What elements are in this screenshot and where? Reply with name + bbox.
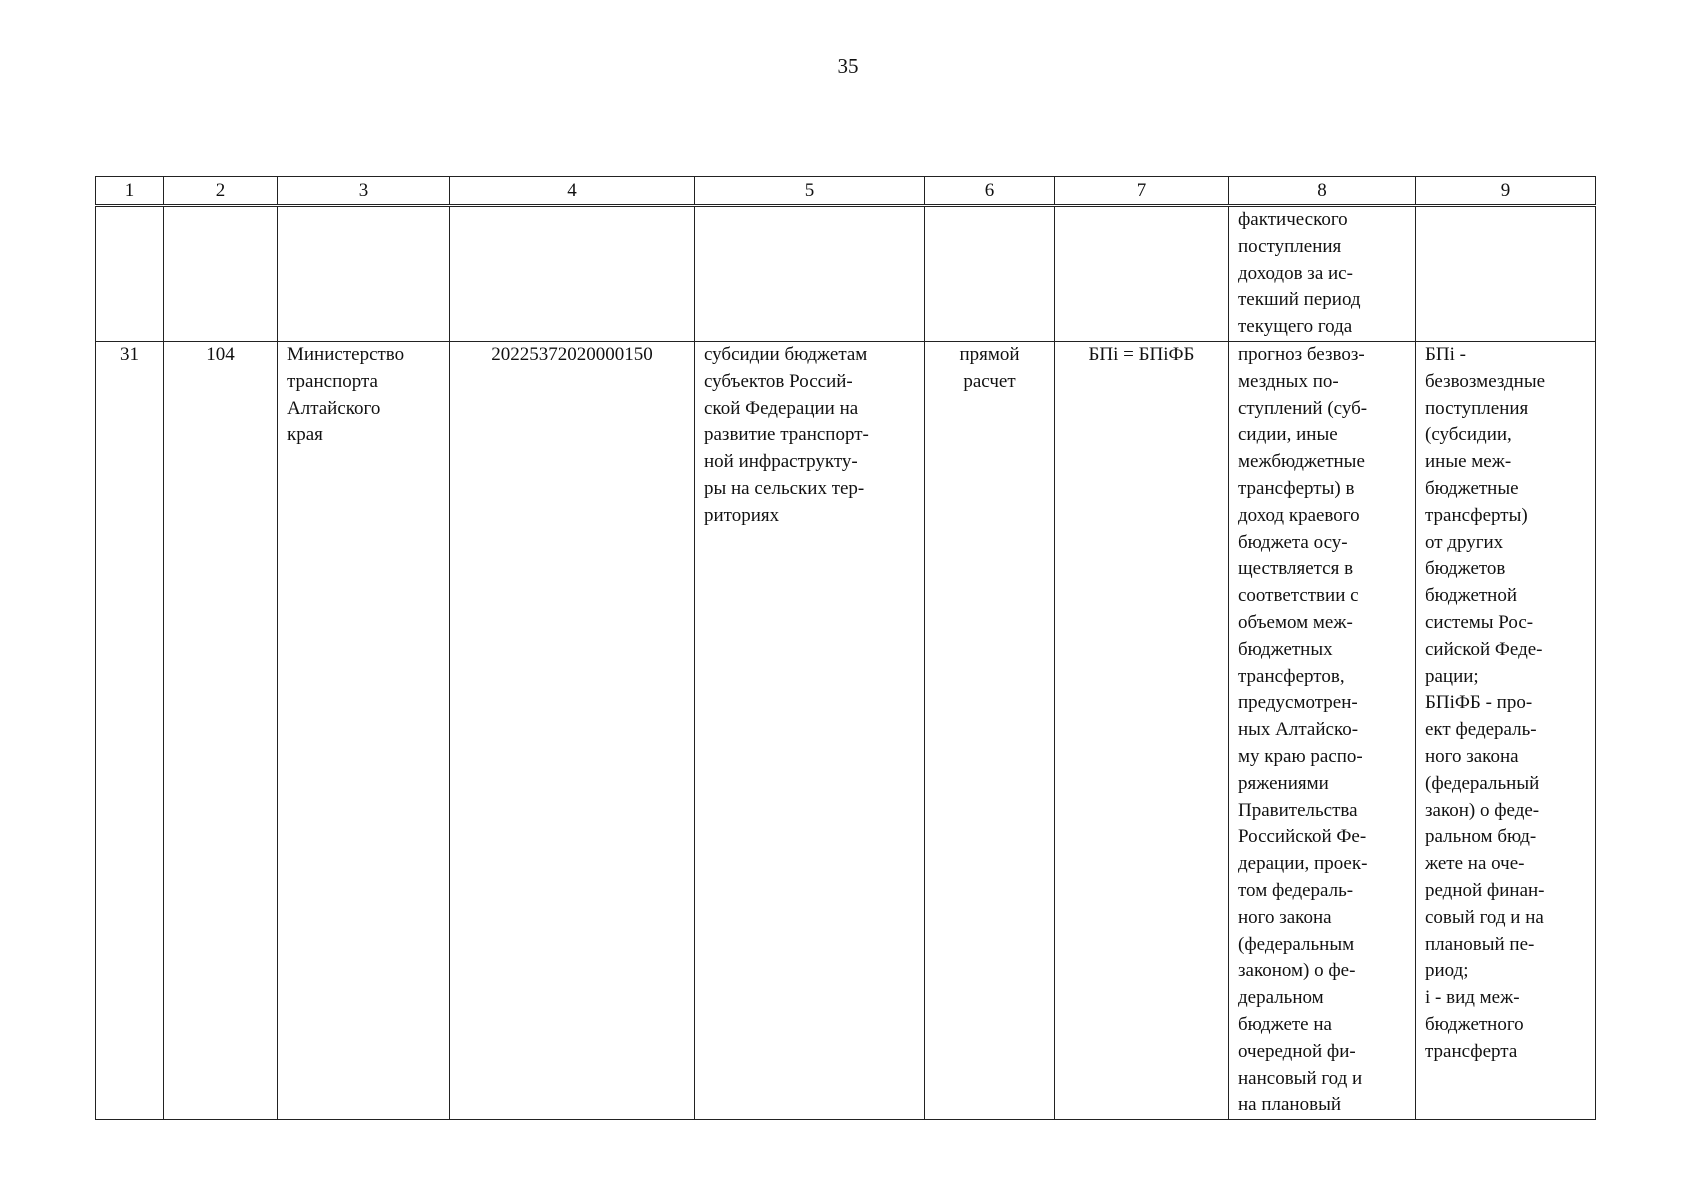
col5-line: ры на сельских тер-: [704, 477, 865, 499]
col9-line: бюджетов: [1425, 558, 1506, 580]
column-header-8: 8: [1229, 177, 1416, 206]
col9-line: совый год и на: [1425, 906, 1544, 928]
col3-line: транспорта: [287, 370, 378, 392]
col9-line: иные меж-: [1425, 451, 1512, 473]
col3-line: края: [287, 424, 323, 446]
col5-line: развитие транспорт-: [704, 424, 869, 446]
col8-line: дерации, проек-: [1238, 853, 1368, 875]
col9-line: ект федераль-: [1425, 719, 1537, 741]
col8-line: Правительства: [1238, 799, 1358, 821]
col5-line: субъектов Россий-: [704, 370, 853, 392]
col8-line: трансферты) в: [1238, 477, 1355, 499]
col8-line: прогноз безвоз-: [1238, 344, 1365, 365]
col9-line: (федеральный: [1425, 772, 1540, 794]
col9-line: трансферты): [1425, 504, 1528, 526]
data-table: [95, 176, 1596, 1120]
column-header-9: 9: [1416, 177, 1596, 206]
col8-line: ряжениями: [1238, 772, 1329, 794]
row-number: 31: [96, 342, 164, 1120]
col8-line: бюджете на: [1238, 1013, 1332, 1035]
cont-cell-9: [1416, 206, 1596, 342]
cont-cell-5: [695, 206, 925, 342]
col9-line: БПiФБ - про-: [1425, 692, 1533, 714]
algorithm-description: [1229, 342, 1416, 1120]
col8-line: ступлений (суб-: [1238, 397, 1368, 419]
col8-line: объемом меж-: [1238, 611, 1353, 633]
formula: БПi = БПiФБ: [1055, 342, 1229, 1120]
continuation-row: [96, 206, 1596, 342]
symbol-legend: [1416, 342, 1596, 1120]
col8-line: трансфертов,: [1238, 665, 1345, 687]
administrator-name: [278, 342, 450, 1120]
col8-line: очередной фи-: [1238, 1040, 1356, 1062]
cont-col8-line: текший период: [1238, 289, 1361, 311]
col9-line: (субсидии,: [1425, 424, 1512, 446]
cont-cell-6: [925, 206, 1055, 342]
col9-line: редной финан-: [1425, 879, 1545, 901]
column-header-1: 1: [96, 177, 164, 206]
col8-line: предусмотрен-: [1238, 692, 1358, 714]
col9-line: бюджетные: [1425, 477, 1519, 499]
column-header-6: 6: [925, 177, 1055, 206]
cont-cell-2: [164, 206, 278, 342]
col9-line: безвозмездные: [1425, 370, 1546, 392]
admin-code: 104: [164, 342, 278, 1120]
cont-col8-line: доходов за ис-: [1238, 262, 1353, 284]
cont-cell-4: [450, 206, 695, 342]
col5-line: субсидии бюджетам: [704, 344, 868, 365]
col6-line: расчет: [963, 370, 1016, 392]
col8-line: сидии, иные: [1238, 424, 1338, 446]
col3-line: Алтайского: [287, 397, 381, 419]
column-header-3: 3: [278, 177, 450, 206]
cont-col8-line: фактического: [1238, 209, 1348, 230]
income-description: [695, 342, 925, 1120]
page-number: 35: [837, 54, 859, 78]
col8-line: законом) о фе-: [1238, 960, 1356, 982]
column-header-7: 7: [1055, 177, 1229, 206]
col9-line: жете на оче-: [1425, 853, 1525, 875]
col8-line: нансовый год и: [1238, 1067, 1363, 1089]
column-number-header: [96, 177, 1596, 206]
cont-col8-line: текущего года: [1238, 316, 1353, 338]
col9-line: поступления: [1425, 397, 1529, 419]
col9-line: бюджетной: [1425, 585, 1518, 607]
col8-line: му краю распо-: [1238, 745, 1363, 767]
col8-line: том федераль-: [1238, 879, 1354, 901]
column-header-2: 2: [164, 177, 278, 206]
col8-line: на плановый: [1238, 1094, 1342, 1116]
col9-line: i - вид меж-: [1425, 987, 1520, 1009]
col9-line: ного закона: [1425, 745, 1519, 767]
col8-line: межбюджетные: [1238, 451, 1365, 473]
cont-cell-1: [96, 206, 164, 342]
calculation-method: [925, 342, 1055, 1120]
budget-classification-code: 20225372020000150: [450, 342, 695, 1120]
col8-line: соответствии с: [1238, 585, 1359, 607]
col8-line: бюджета осу-: [1238, 531, 1348, 553]
col5-line: ной инфраструкту-: [704, 451, 858, 473]
col8-line: мездных по-: [1238, 370, 1339, 392]
col8-line: (федеральным: [1238, 933, 1355, 955]
col8-line: ного закона: [1238, 906, 1332, 928]
col9-line: риод;: [1425, 960, 1469, 982]
column-header-5: 5: [695, 177, 925, 206]
table-row: [96, 342, 1596, 1120]
col6-line: прямой: [959, 344, 1020, 365]
col9-line: от других: [1425, 531, 1504, 553]
cont-cell-8: [1229, 206, 1416, 342]
col9-line: сийской Феде-: [1425, 638, 1543, 660]
col5-line: риториях: [704, 504, 780, 526]
col8-line: Российской Фе-: [1238, 826, 1367, 848]
col9-line: ральном бюд-: [1425, 826, 1537, 848]
col9-line: закон) о феде-: [1425, 799, 1540, 821]
col5-line: ской Федерации на: [704, 397, 859, 419]
cont-cell-3: [278, 206, 450, 342]
col9-line: бюджетного: [1425, 1013, 1524, 1035]
col8-line: ществляется в: [1238, 558, 1354, 580]
col8-line: бюджетных: [1238, 638, 1333, 660]
col9-line: рации;: [1425, 665, 1479, 687]
col8-line: доход краевого: [1238, 504, 1360, 526]
col9-line: плановый пе-: [1425, 933, 1535, 955]
cont-cell-7: [1055, 206, 1229, 342]
cont-col8-line: поступления: [1238, 235, 1342, 257]
column-header-4: 4: [450, 177, 695, 206]
col8-line: ных Алтайско-: [1238, 719, 1359, 741]
col8-line: деральном: [1238, 987, 1324, 1009]
col3-line: Министерство: [287, 344, 405, 365]
col9-line: трансферта: [1425, 1040, 1518, 1062]
col9-line: БПi -: [1425, 344, 1466, 365]
col9-line: системы Рос-: [1425, 611, 1534, 633]
